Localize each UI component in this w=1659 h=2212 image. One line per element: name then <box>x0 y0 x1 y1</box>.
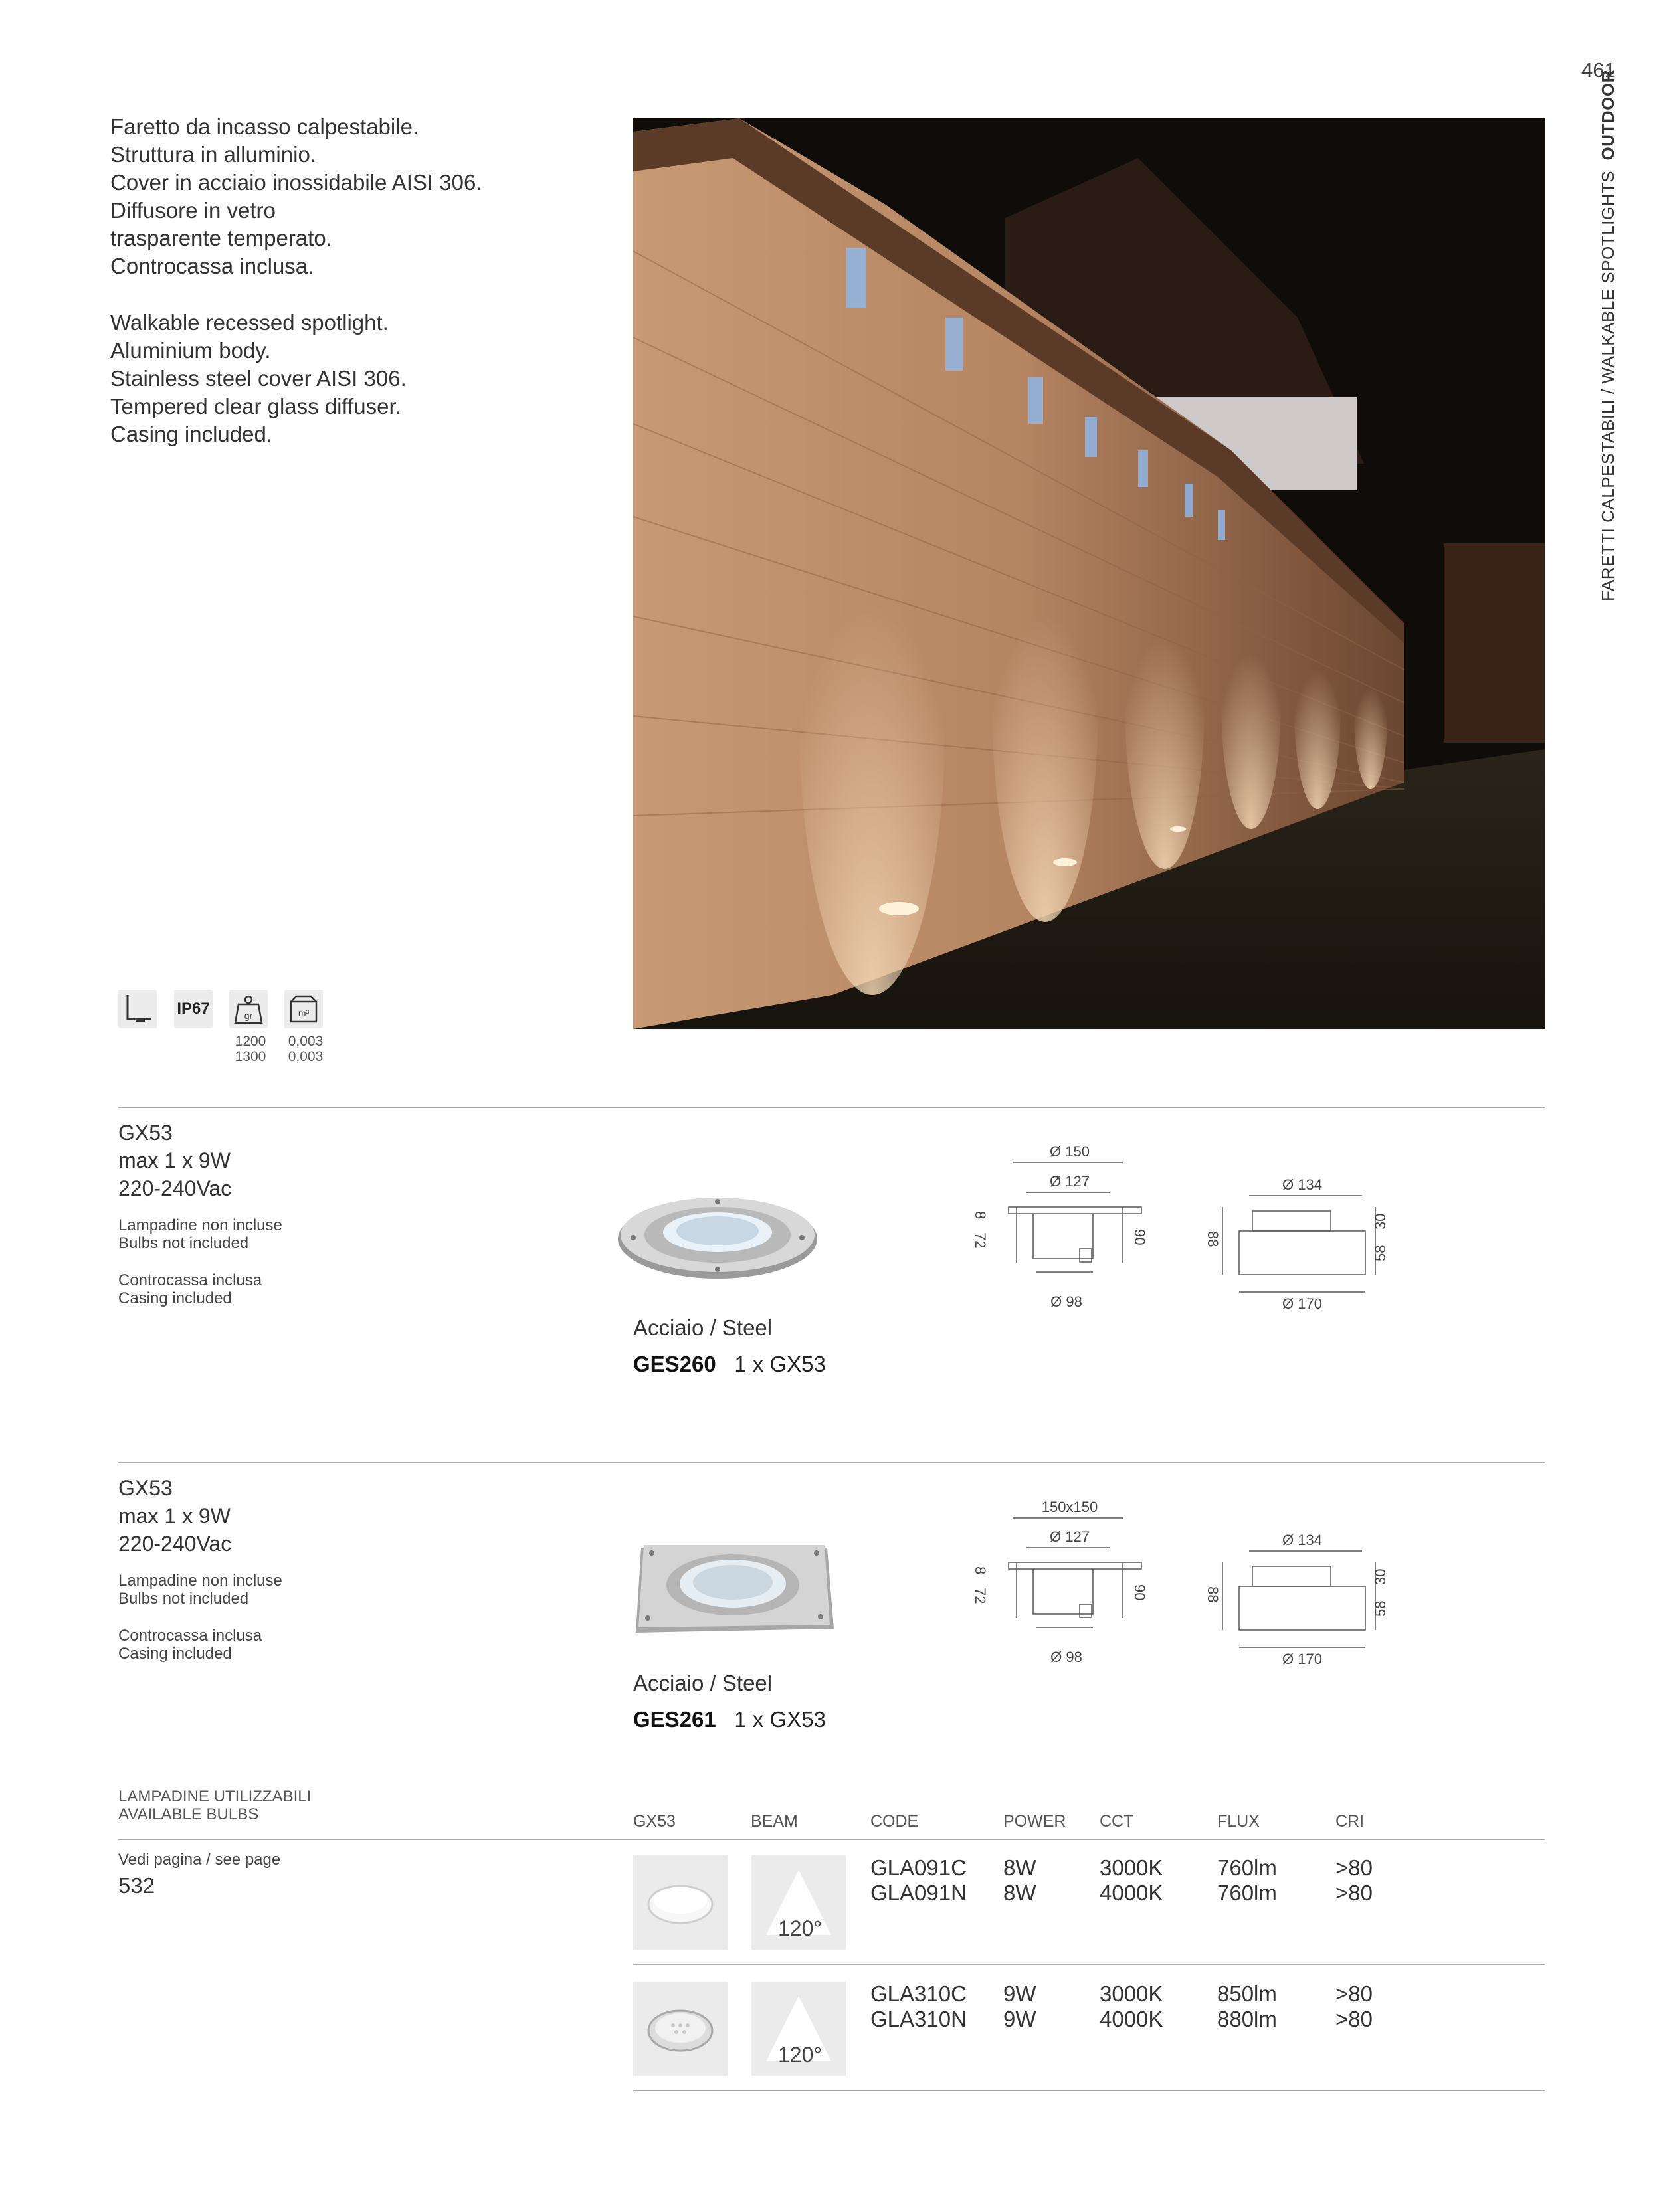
dim-outer: Ø 150 <box>1050 1143 1090 1160</box>
dim-inner: Ø 127 <box>1050 1528 1090 1545</box>
product-1-casing-note: Controcassa inclusa Casing included <box>118 1271 262 1307</box>
product-2-code-line <box>633 1707 826 1732</box>
product-2-lamp: 1 x GX53 <box>734 1707 826 1732</box>
product-1-lamp: 1 x GX53 <box>734 1352 826 1376</box>
product-2-bulbs-note: Lampadine non incluse Bulbs not included <box>118 1572 282 1608</box>
bulb-row-1-beam <box>751 1855 846 1950</box>
bulb-row-1-cri: >80 >80 <box>1335 1855 1373 1905</box>
weight-icon <box>229 990 268 1028</box>
see-page-number: 532 <box>118 1873 155 1898</box>
dim-h-total: 90 <box>1131 1229 1148 1245</box>
beam-angle: 120° <box>778 1916 823 1940</box>
dim-casing-h: 88 <box>1205 1231 1221 1247</box>
product-1-bulbs-note: Lampadine non incluse Bulbs not included <box>118 1216 282 1252</box>
product-1-image-round-spotlight <box>615 1186 821 1285</box>
bulb-row-2-image <box>633 1982 728 2076</box>
description-italian: Faretto da incasso calpestabile. Struttura in alluminio. Cover in acciaio inossidabile AISI 306. Diffusore in vetro trasparente temperato. Controcassa inclusa. <box>110 114 482 278</box>
product-1-specs: GX53 max 1 x 9W 220-240Vac <box>118 1121 232 1200</box>
volume-unit: m³ <box>298 1008 310 1018</box>
product-installation-photo <box>633 118 1545 1029</box>
dim-casing-top: Ø 134 <box>1282 1176 1322 1193</box>
header-cri: CRI <box>1335 1812 1365 1831</box>
dim-casing-h2: 58 <box>1372 1600 1389 1617</box>
page-number: 461 <box>1581 58 1616 82</box>
description-english: Walkable recessed spotlight. Aluminium body. Stainless steel cover AISI 306. Tempered clear glass diffuser. Casing included. <box>110 310 407 446</box>
bulb-row-2-flux: 850lm 880lm <box>1217 1982 1277 2031</box>
volume-box-icon <box>284 990 323 1028</box>
header-cct: CCT <box>1100 1812 1134 1831</box>
dim-casing-h2: 58 <box>1372 1245 1389 1261</box>
bulb-row-1-flux: 760lm 760lm <box>1217 1855 1277 1905</box>
weight-unit: gr <box>244 1010 253 1021</box>
dim-casing-h1: 30 <box>1372 1568 1389 1585</box>
bulb-row-1-image <box>633 1855 728 1950</box>
product-1-code-line <box>633 1352 826 1377</box>
dim-casing-top: Ø 134 <box>1282 1532 1322 1548</box>
bulb-row-1-power: 8W 8W <box>1003 1855 1036 1905</box>
recessed-installation-icon <box>118 990 157 1028</box>
product-2-casing-note: Controcassa inclusa Casing included <box>118 1627 262 1663</box>
product-2-technical-drawing <box>957 1488 1422 1677</box>
section-divider <box>118 1462 1545 1463</box>
dim-casing-bottom: Ø 170 <box>1282 1651 1322 1667</box>
bulb-row-2-cri: >80 >80 <box>1335 1982 1373 2031</box>
side-section: OUTDOOR <box>1598 70 1618 161</box>
dim-inner: Ø 127 <box>1050 1173 1090 1190</box>
header-beam: BEAM <box>751 1812 798 1831</box>
see-page-label: Vedi pagina / see page <box>118 1851 281 1869</box>
weight-values: 1200 1300 <box>235 1034 266 1064</box>
section-divider <box>118 1107 1545 1108</box>
table-row-divider <box>633 1964 1545 1965</box>
dim-base: Ø 98 <box>1050 1293 1082 1310</box>
header-flux: FLUX <box>1217 1812 1260 1831</box>
table-header-divider <box>118 1839 1545 1840</box>
dim-casing-h1: 30 <box>1372 1213 1389 1230</box>
side-category: FARETTI CALPESTABILI / WALKABLE SPOTLIGHTS <box>1598 170 1618 601</box>
product-2-material: Acciaio / Steel <box>633 1671 773 1695</box>
dim-h-top: 8 <box>972 1566 989 1575</box>
ip-rating-badge: IP67 <box>174 990 213 1028</box>
dim-h-total: 90 <box>1131 1584 1148 1601</box>
product-1-code: GES260 <box>633 1352 716 1376</box>
product-2-code: GES261 <box>633 1707 716 1732</box>
bulb-row-2-codes: GLA310C GLA310N <box>870 1982 967 2031</box>
dim-base: Ø 98 <box>1050 1649 1082 1665</box>
bulb-row-2-power: 9W 9W <box>1003 1982 1036 2031</box>
dim-h-body: 72 <box>972 1232 989 1249</box>
dim-h-top: 8 <box>972 1211 989 1220</box>
dim-h-body: 72 <box>972 1588 989 1604</box>
dim-casing-bottom: Ø 170 <box>1282 1295 1322 1312</box>
product-1-material: Acciaio / Steel <box>633 1315 773 1340</box>
table-bottom-divider <box>633 2090 1545 2091</box>
product-2-image-square-spotlight <box>628 1541 834 1641</box>
bulbs-section-title: LAMPADINE UTILIZZABILI AVAILABLE BULBS <box>118 1788 312 1823</box>
product-1-technical-drawing <box>957 1133 1422 1322</box>
side-section-title <box>1598 70 1618 601</box>
bulb-row-1-cct: 3000K 4000K <box>1100 1855 1163 1905</box>
header-gx53: GX53 <box>633 1812 676 1831</box>
beam-angle: 120° <box>778 2043 823 2067</box>
dim-casing-h: 88 <box>1205 1586 1221 1603</box>
header-code: CODE <box>870 1812 919 1831</box>
bulb-row-2-beam <box>751 1982 846 2076</box>
product-2-specs: GX53 max 1 x 9W 220-240Vac <box>118 1476 232 1556</box>
header-power: POWER <box>1003 1812 1066 1831</box>
dim-outer: 150x150 <box>1041 1499 1098 1515</box>
volume-values: 0,003 0,003 <box>288 1034 324 1064</box>
bulb-row-2-cct: 3000K 4000K <box>1100 1982 1163 2031</box>
bulb-row-1-codes: GLA091C GLA091N <box>870 1855 967 1905</box>
